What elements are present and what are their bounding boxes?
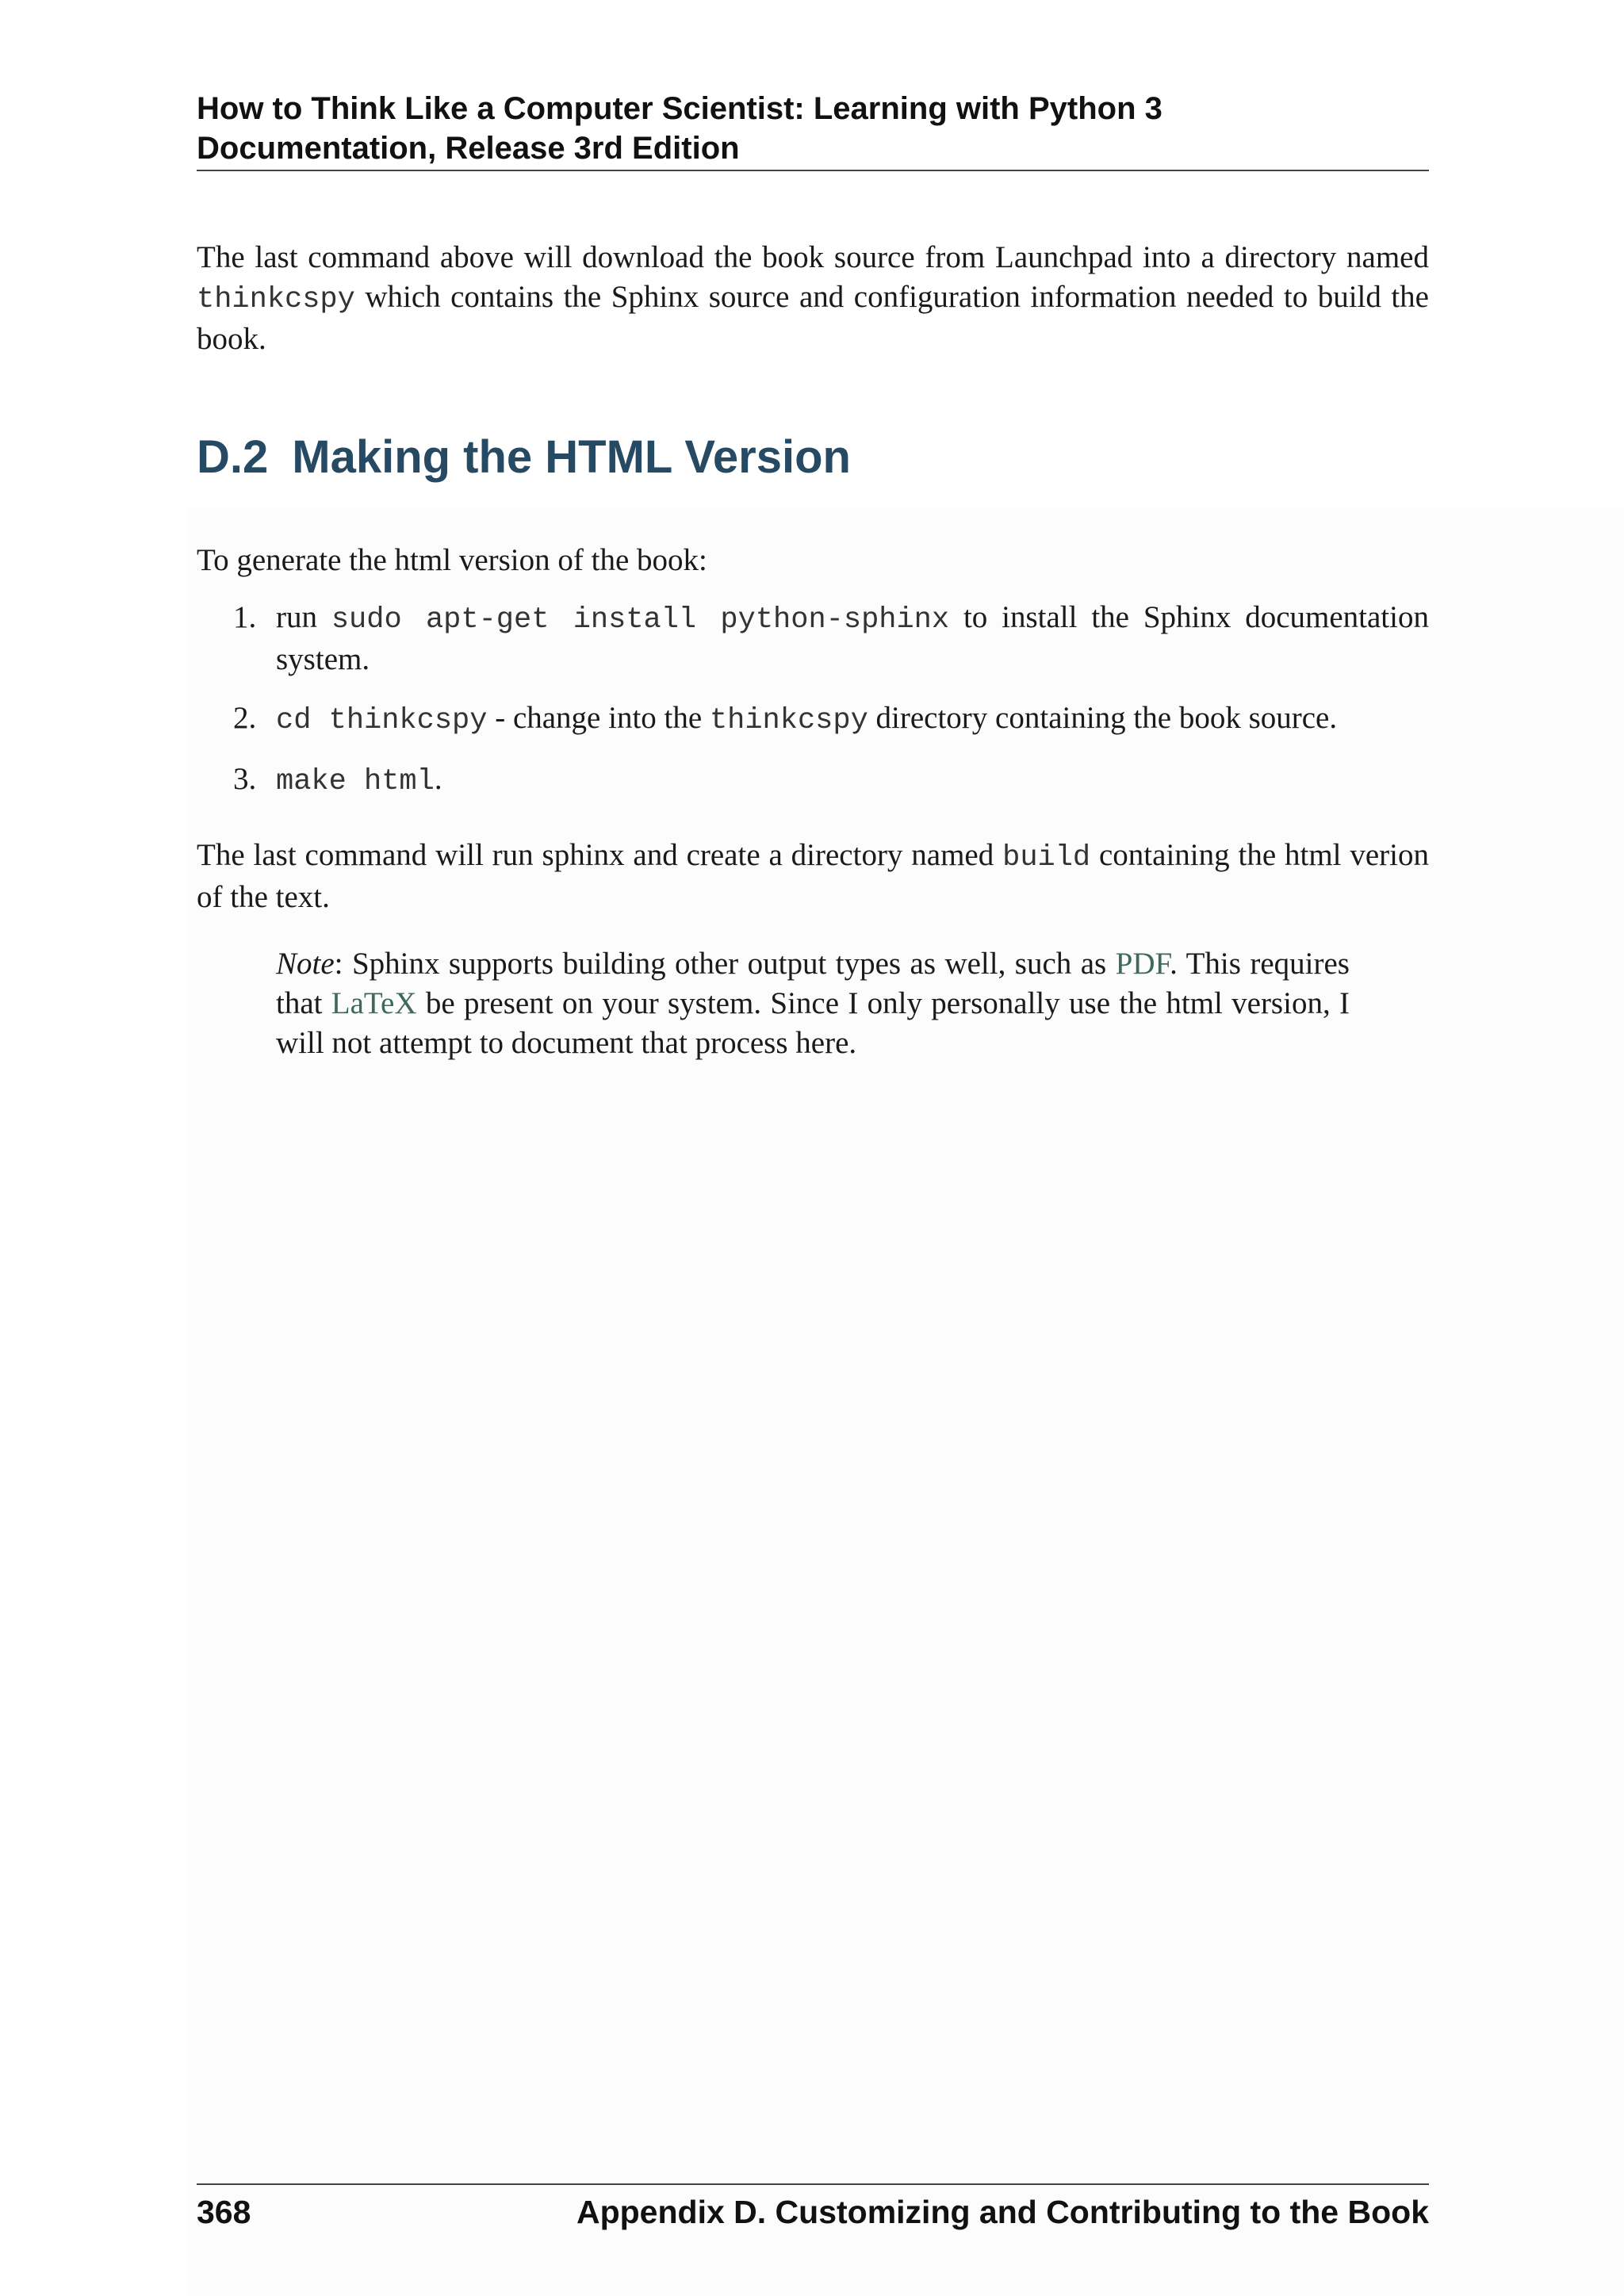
list-item <box>197 760 1429 802</box>
footer-divider <box>197 2183 1429 2185</box>
step-code: sudo apt-get install python-sphinx <box>331 603 950 637</box>
intro-code: thinkcspy <box>197 283 355 316</box>
note-text-1: : Sphinx supports building other output types as well, such as <box>334 947 1116 981</box>
intro-text-1: The last command above will download the book source from Launchpad into a directory named <box>197 240 1429 274</box>
section-number: D.2 <box>197 431 269 483</box>
note-label: Note <box>276 947 335 981</box>
generate-paragraph: To generate the html version of the book: <box>197 543 707 577</box>
note-text-3: be present on your system. Since I only personally use the html version, I will not attempt to document that process here. <box>276 986 1350 1060</box>
steps-list <box>197 598 1429 821</box>
pdf-link[interactable]: PDF <box>1115 947 1170 981</box>
header-title-line1: How to Think Like a Computer Scientist: Learning with Python 3 <box>197 91 1162 126</box>
list-item <box>197 598 1429 679</box>
header-divider <box>197 170 1429 171</box>
result-text-2: containing the html verion of the text. <box>197 838 1429 914</box>
list-marker: 2. <box>233 701 257 735</box>
note-block <box>276 944 1350 1063</box>
step-code: cd thinkcspy <box>276 704 488 737</box>
page-footer <box>197 2190 1429 2234</box>
chapter-title: Appendix D. Customizing and Contributing to the Book <box>576 2194 1429 2230</box>
running-header <box>197 89 1429 168</box>
list-marker: 3. <box>233 762 257 796</box>
header-title-line2: Documentation, Release 3rd Edition <box>197 131 740 166</box>
step-text: . <box>434 762 442 796</box>
intro-text-2: which contains the Sphinx source and configuration information needed to build the book. <box>197 280 1429 356</box>
note-text-2: . This requires that <box>276 947 1350 1020</box>
step-text: - change into the <box>487 701 710 735</box>
section-title: Making the HTML Version <box>292 431 851 483</box>
section-heading <box>197 430 851 485</box>
list-marker: 1. <box>233 600 257 634</box>
step-code: make html <box>276 765 435 798</box>
latex-link[interactable]: LaTeX <box>331 986 417 1020</box>
result-code: build <box>1002 841 1091 874</box>
page-number: 368 <box>197 2194 251 2230</box>
step-code: thinkcspy <box>709 704 868 737</box>
result-paragraph <box>197 836 1429 917</box>
step-text: to install the Sphinx documentation system. <box>276 600 1429 676</box>
result-text-1: The last command will run sphinx and create a directory named <box>197 838 1003 872</box>
step-text: run <box>276 600 331 634</box>
step-text: directory containing the book source. <box>868 701 1338 735</box>
intro-paragraph <box>197 238 1429 359</box>
list-item <box>197 698 1429 740</box>
